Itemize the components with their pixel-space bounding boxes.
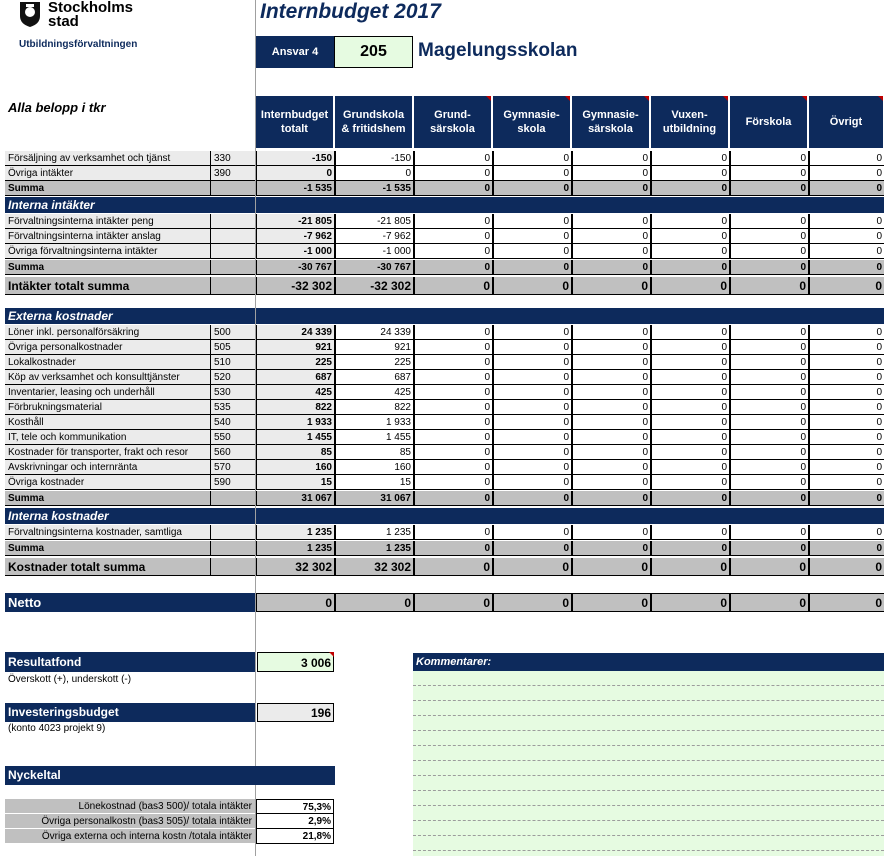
amount-cell[interactable]: 0 — [651, 430, 730, 445]
netto-cell: 0 — [651, 593, 730, 612]
nyckeltal-label: Nyckeltal — [5, 766, 335, 785]
amount-cell[interactable]: 822 — [256, 400, 335, 415]
amount-cell: 0 — [572, 260, 651, 275]
amount-cell: 0 — [414, 558, 493, 576]
amount-cell[interactable]: 0 — [572, 166, 651, 181]
amount-cell[interactable]: 0 — [414, 166, 493, 181]
amount-cell: 0 — [730, 541, 809, 556]
amount-cell[interactable]: 0 — [730, 166, 809, 181]
amount-cell[interactable]: 0 — [809, 415, 884, 430]
amount-cell[interactable]: 0 — [414, 460, 493, 475]
account-code — [210, 491, 255, 506]
amount-cell[interactable]: 0 — [651, 166, 730, 181]
amount-cell[interactable]: 32 302 — [256, 558, 335, 576]
amount-cell[interactable]: 0 — [572, 370, 651, 385]
amount-cell[interactable]: 0 — [730, 340, 809, 355]
amount-cell[interactable]: 0 — [651, 340, 730, 355]
amount-cell[interactable]: 0 — [730, 229, 809, 244]
amount-cell[interactable]: 0 — [809, 460, 884, 475]
row-label: Övriga kostnader — [5, 475, 210, 490]
amount-cell[interactable]: 0 — [572, 430, 651, 445]
row-label: IT, tele och kommunikation — [5, 430, 210, 445]
amount-cell: 0 — [651, 491, 730, 506]
row-label: Övriga förvaltningsinterna intäkter — [5, 244, 210, 259]
amount-cell[interactable]: 0 — [730, 151, 809, 166]
amount-cell[interactable]: 921 — [335, 340, 414, 355]
amount-cell[interactable]: 0 — [493, 400, 572, 415]
amount-cell[interactable]: 1 235 — [335, 525, 414, 540]
row-label: Köp av verksamhet och konsulttjänster — [5, 370, 210, 385]
amount-cell[interactable]: 0 — [493, 340, 572, 355]
amount-cell[interactable]: 225 — [335, 355, 414, 370]
logo-line2: stad — [48, 13, 79, 30]
amount-cell[interactable]: 0 — [572, 400, 651, 415]
amount-cell[interactable]: 85 — [335, 445, 414, 460]
amount-cell[interactable]: 0 — [572, 475, 651, 490]
amount-cell[interactable]: 0 — [414, 151, 493, 166]
section-header: Externa kostnader — [5, 308, 884, 324]
kpi-value: 75,3% — [256, 799, 334, 814]
amount-cell[interactable]: 1 933 — [256, 415, 335, 430]
amount-cell[interactable]: 0 — [414, 244, 493, 259]
amount-cell[interactable]: 0 — [809, 229, 884, 244]
amount-cell[interactable]: 1 455 — [256, 430, 335, 445]
amount-cell: 0 — [572, 541, 651, 556]
investering-note: (konto 4023 projekt 9) — [8, 723, 106, 734]
amount-cell[interactable]: 0 — [572, 355, 651, 370]
account-code — [210, 181, 255, 196]
amount-cell[interactable]: 0 — [414, 475, 493, 490]
amount-cell: 0 — [493, 181, 572, 196]
column-header: Grundskola & fritidshem — [335, 96, 413, 148]
amount-cell[interactable]: -150 — [335, 151, 414, 166]
comment-line[interactable] — [413, 806, 884, 821]
amount-cell: 0 — [572, 181, 651, 196]
amount-cell[interactable]: 160 — [335, 460, 414, 475]
netto-cell: 0 — [730, 593, 809, 612]
amount-cell[interactable]: 0 — [493, 430, 572, 445]
row-label: Inventarier, leasing och underhåll — [5, 385, 210, 400]
amount-cell[interactable]: 425 — [256, 385, 335, 400]
amount-cell: 31 067 — [335, 491, 414, 506]
amount-cell[interactable]: 0 — [414, 385, 493, 400]
amount-cell: -1 535 — [335, 181, 414, 196]
amount-cell[interactable]: 0 — [493, 370, 572, 385]
row-label: Löner inkl. personalförsäkring — [5, 325, 210, 340]
amount-cell: 0 — [809, 491, 884, 506]
account-code: 330 — [210, 151, 255, 166]
amount-cell[interactable]: 24 339 — [335, 325, 414, 340]
amount-cell[interactable]: -32 302 — [256, 277, 335, 295]
amount-cell: 0 — [730, 181, 809, 196]
crown-shield-icon — [17, 0, 43, 28]
amount-cell[interactable]: 0 — [809, 166, 884, 181]
amount-cell[interactable]: -150 — [256, 151, 335, 166]
amount-cell: 0 — [493, 491, 572, 506]
comment-line[interactable] — [413, 776, 884, 791]
amount-cell: 0 — [414, 260, 493, 275]
amount-cell[interactable]: 0 — [572, 151, 651, 166]
ansvar-value[interactable]: 205 — [334, 36, 413, 68]
ansvar-label: Ansvar 4 — [256, 36, 334, 68]
amount-cell[interactable]: -7 962 — [335, 229, 414, 244]
account-code — [210, 558, 255, 576]
amount-cell[interactable]: -1 000 — [256, 244, 335, 259]
amount-cell[interactable]: -21 805 — [335, 214, 414, 229]
amount-cell[interactable]: -7 962 — [256, 229, 335, 244]
row-label: Summa — [5, 541, 210, 556]
amount-cell: 0 — [572, 558, 651, 576]
amount-cell[interactable]: 0 — [493, 166, 572, 181]
account-code: 505 — [210, 340, 255, 355]
amount-cell[interactable]: 160 — [256, 460, 335, 475]
amount-cell[interactable]: 0 — [809, 355, 884, 370]
row-label: Kostnader totalt summa — [5, 558, 210, 576]
amount-cell[interactable]: 0 — [730, 400, 809, 415]
amount-cell[interactable]: 0 — [414, 445, 493, 460]
amount-cell: 0 — [651, 277, 730, 295]
amount-cell: 1 235 — [335, 541, 414, 556]
account-code: 570 — [210, 460, 255, 475]
amount-cell[interactable]: 822 — [335, 400, 414, 415]
account-code — [210, 229, 255, 244]
row-label: Övriga intäkter — [5, 166, 210, 181]
resultatfond-note: Överskott (+), underskott (-) — [8, 674, 132, 685]
amount-cell[interactable]: 0 — [572, 415, 651, 430]
amount-cell[interactable]: 0 — [572, 325, 651, 340]
comment-line[interactable] — [413, 671, 884, 686]
amount-cell[interactable]: 0 — [730, 214, 809, 229]
netto-cell: 0 — [809, 593, 884, 612]
comment-line[interactable] — [413, 791, 884, 806]
logo-subtitle: Utbildningsförvaltningen — [19, 39, 138, 50]
amount-cell[interactable]: 0 — [651, 370, 730, 385]
amount-cell[interactable]: 0 — [572, 244, 651, 259]
amount-cell[interactable]: 0 — [493, 214, 572, 229]
amount-cell: 32 302 — [335, 558, 414, 576]
amount-cell[interactable]: 0 — [493, 244, 572, 259]
section-header: Interna kostnader — [5, 508, 884, 524]
amount-cell: 0 — [493, 260, 572, 275]
amount-cell: 0 — [730, 260, 809, 275]
kpi-value: 21,8% — [256, 829, 334, 844]
amount-cell[interactable]: 0 — [572, 229, 651, 244]
account-code: 500 — [210, 325, 255, 340]
kpi-value: 2,9% — [256, 814, 334, 829]
amount-cell[interactable]: 0 — [809, 340, 884, 355]
amount-cell[interactable]: 0 — [651, 229, 730, 244]
amount-cell[interactable]: 1 235 — [256, 541, 335, 556]
comment-line[interactable] — [413, 836, 884, 851]
amount-cell[interactable]: 0 — [493, 460, 572, 475]
row-label: Avskrivningar och internränta — [5, 460, 210, 475]
amount-cell[interactable]: 0 — [730, 415, 809, 430]
amount-cell[interactable]: 0 — [493, 151, 572, 166]
kpi-label: Övriga personalkostn (bas3 505)/ totala intäkter — [5, 814, 255, 829]
amount-cell[interactable]: 0 — [651, 445, 730, 460]
column-divider — [255, 0, 256, 856]
netto-cell: 0 — [572, 593, 651, 612]
amount-cell: 0 — [651, 181, 730, 196]
column-header: Gymnasie- skola — [493, 96, 571, 148]
row-label: Summa — [5, 181, 210, 196]
amount-cell: 0 — [651, 558, 730, 576]
amount-cell[interactable]: 0 — [730, 430, 809, 445]
netto-cell: 0 — [414, 593, 493, 612]
account-code: 510 — [210, 355, 255, 370]
amount-cell: -30 767 — [335, 260, 414, 275]
account-code — [210, 260, 255, 275]
column-header: Grund- särskola — [414, 96, 492, 148]
amount-cell[interactable]: 0 — [414, 214, 493, 229]
amount-cell[interactable]: 0 — [493, 415, 572, 430]
amount-cell[interactable]: 0 — [809, 525, 884, 540]
amount-cell[interactable]: 0 — [730, 475, 809, 490]
netto-cell: 0 — [256, 593, 335, 612]
row-label: Lokalkostnader — [5, 355, 210, 370]
account-code — [210, 525, 255, 540]
amount-cell[interactable]: 0 — [651, 244, 730, 259]
amount-cell[interactable]: 0 — [730, 460, 809, 475]
amount-cell: 0 — [809, 181, 884, 196]
amount-cell[interactable]: 0 — [414, 415, 493, 430]
amount-cell[interactable]: 225 — [256, 355, 335, 370]
comment-line[interactable] — [413, 821, 884, 836]
amount-cell[interactable]: -21 805 — [256, 214, 335, 229]
amount-cell[interactable]: 24 339 — [256, 325, 335, 340]
amount-cell[interactable]: 0 — [809, 385, 884, 400]
amount-cell[interactable]: 0 — [730, 325, 809, 340]
amount-cell[interactable]: 0 — [809, 151, 884, 166]
resultatfond-value[interactable]: 3 006 — [257, 652, 334, 672]
amount-cell[interactable]: 85 — [256, 445, 335, 460]
column-header: Vuxen- utbildning — [651, 96, 729, 148]
account-code: 390 — [210, 166, 255, 181]
account-code: 540 — [210, 415, 255, 430]
amount-cell[interactable]: 0 — [493, 445, 572, 460]
comment-line[interactable] — [413, 761, 884, 776]
column-header: Övrigt — [809, 96, 884, 148]
city-logo — [17, 0, 43, 28]
comment-line[interactable] — [413, 746, 884, 761]
amount-cell[interactable]: 0 — [651, 525, 730, 540]
account-code: 560 — [210, 445, 255, 460]
amount-cell: 0 — [809, 541, 884, 556]
comment-line[interactable] — [413, 851, 884, 856]
netto-cell: 0 — [493, 593, 572, 612]
amount-cell[interactable]: 0 — [809, 400, 884, 415]
amount-cell: 0 — [414, 277, 493, 295]
row-label: Övriga personalkostnader — [5, 340, 210, 355]
account-code: 530 — [210, 385, 255, 400]
account-code: 590 — [210, 475, 255, 490]
resultatfond-label: Resultatfond — [5, 652, 255, 672]
amount-cell[interactable]: 0 — [730, 525, 809, 540]
amount-cell[interactable]: 0 — [414, 400, 493, 415]
amount-cell[interactable]: -30 767 — [256, 260, 335, 275]
account-code — [210, 277, 255, 295]
amount-cell[interactable]: 0 — [493, 229, 572, 244]
amount-cell[interactable]: 0 — [414, 430, 493, 445]
amount-cell[interactable]: 0 — [493, 525, 572, 540]
amount-cell: 0 — [730, 491, 809, 506]
row-label: Summa — [5, 260, 210, 275]
amount-cell[interactable]: 0 — [256, 166, 335, 181]
column-header: Gymnasie- särskola — [572, 96, 650, 148]
amount-cell[interactable]: 425 — [335, 385, 414, 400]
comment-line[interactable] — [413, 686, 884, 701]
amount-cell[interactable]: 0 — [572, 525, 651, 540]
amount-cell[interactable]: 1 933 — [335, 415, 414, 430]
comment-line[interactable] — [413, 716, 884, 731]
amount-cell[interactable]: 0 — [414, 340, 493, 355]
amount-cell: 0 — [493, 541, 572, 556]
page-title: Internbudget 2017 — [260, 0, 441, 23]
amount-cell[interactable]: 0 — [572, 460, 651, 475]
amount-cell[interactable]: 0 — [651, 460, 730, 475]
amount-cell[interactable]: 0 — [809, 430, 884, 445]
amounts-note: Alla belopp i tkr — [8, 100, 106, 115]
account-code: 550 — [210, 430, 255, 445]
amount-cell[interactable]: 0 — [572, 445, 651, 460]
amount-cell: 0 — [572, 491, 651, 506]
amount-cell[interactable]: 0 — [651, 415, 730, 430]
amount-cell[interactable]: 0 — [730, 445, 809, 460]
amount-cell[interactable]: 0 — [809, 475, 884, 490]
amount-cell[interactable]: 0 — [809, 370, 884, 385]
kpi-label: Övriga externa och interna kostn /totala intäkter — [5, 829, 255, 844]
amount-cell[interactable]: 0 — [414, 325, 493, 340]
amount-cell[interactable]: 0 — [414, 370, 493, 385]
amount-cell[interactable]: 0 — [809, 325, 884, 340]
amount-cell[interactable]: 0 — [730, 355, 809, 370]
row-label: Förvaltningsinterna intäkter peng — [5, 214, 210, 229]
amount-cell: 0 — [730, 277, 809, 295]
comment-line[interactable] — [413, 731, 884, 746]
amount-cell[interactable]: 0 — [651, 400, 730, 415]
amount-cell[interactable]: 31 067 — [256, 491, 335, 506]
account-code: 520 — [210, 370, 255, 385]
account-code — [210, 244, 255, 259]
account-code — [210, 214, 255, 229]
account-code: 535 — [210, 400, 255, 415]
amount-cell[interactable]: 1 235 — [256, 525, 335, 540]
amount-cell: 0 — [414, 491, 493, 506]
amount-cell[interactable]: 0 — [730, 385, 809, 400]
amount-cell: -32 302 — [335, 277, 414, 295]
row-label: Försäljning av verksamhet och tjänst — [5, 151, 210, 166]
amount-cell: 0 — [493, 558, 572, 576]
amount-cell: 0 — [414, 541, 493, 556]
netto-cell: 0 — [335, 593, 414, 612]
column-header: Internbudget totalt — [256, 96, 334, 148]
investering-value[interactable]: 196 — [257, 703, 334, 722]
amount-cell: 0 — [651, 541, 730, 556]
amount-cell[interactable]: 0 — [493, 385, 572, 400]
row-label: Intäkter totalt summa — [5, 277, 210, 295]
amount-cell[interactable]: 687 — [256, 370, 335, 385]
amount-cell[interactable]: 0 — [414, 229, 493, 244]
amount-cell[interactable]: -1 000 — [335, 244, 414, 259]
amount-cell[interactable]: 0 — [414, 525, 493, 540]
investering-label: Investeringsbudget — [5, 703, 255, 722]
amount-cell[interactable]: 0 — [809, 445, 884, 460]
amount-cell: 0 — [651, 260, 730, 275]
amount-cell[interactable]: -1 535 — [256, 181, 335, 196]
amount-cell[interactable]: 0 — [572, 385, 651, 400]
school-name: Magelungsskolan — [418, 40, 578, 61]
amount-cell: 0 — [493, 277, 572, 295]
comment-line[interactable] — [413, 701, 884, 716]
amount-cell[interactable]: 0 — [809, 244, 884, 259]
kpi-label: Lönekostnad (bas3 500)/ totala intäkter — [5, 799, 255, 814]
column-header: Förskola — [730, 96, 808, 148]
amount-cell[interactable]: 0 — [335, 166, 414, 181]
amount-cell[interactable]: 1 455 — [335, 430, 414, 445]
amount-cell[interactable]: 15 — [256, 475, 335, 490]
amount-cell[interactable]: 0 — [730, 244, 809, 259]
amount-cell: 0 — [730, 558, 809, 576]
amount-cell[interactable]: 0 — [651, 214, 730, 229]
amount-cell[interactable]: 0 — [651, 355, 730, 370]
amount-cell[interactable]: 921 — [256, 340, 335, 355]
amount-cell[interactable]: 0 — [651, 151, 730, 166]
row-label: Förbrukningsmaterial — [5, 400, 210, 415]
amount-cell[interactable]: 0 — [572, 214, 651, 229]
amount-cell[interactable]: 0 — [730, 370, 809, 385]
amount-cell: 0 — [414, 181, 493, 196]
amount-cell[interactable]: 0 — [651, 475, 730, 490]
amount-cell: 0 — [572, 277, 651, 295]
amount-cell[interactable]: 0 — [493, 325, 572, 340]
amount-cell[interactable]: 0 — [414, 355, 493, 370]
comments-header: Kommentarer: — [413, 653, 884, 671]
row-label: Kostnader för transporter, frakt och resor — [5, 445, 210, 460]
row-label: Summa — [5, 491, 210, 506]
netto-label: Netto — [5, 593, 255, 612]
row-label: Förvaltningsinterna kostnader, samtliga — [5, 525, 210, 540]
amount-cell[interactable]: 0 — [809, 214, 884, 229]
amount-cell[interactable]: 0 — [572, 340, 651, 355]
amount-cell[interactable]: 15 — [335, 475, 414, 490]
amount-cell[interactable]: 0 — [493, 355, 572, 370]
amount-cell: 0 — [809, 558, 884, 576]
amount-cell: 0 — [809, 277, 884, 295]
account-code — [210, 541, 255, 556]
row-label: Förvaltningsinterna intäkter anslag — [5, 229, 210, 244]
row-label: Kosthåll — [5, 415, 210, 430]
section-header: Interna intäkter — [5, 197, 884, 213]
amount-cell[interactable]: 0 — [651, 325, 730, 340]
amount-cell[interactable]: 687 — [335, 370, 414, 385]
logo-line1: Stockholms — [48, 0, 134, 16]
amount-cell[interactable]: 0 — [651, 385, 730, 400]
amount-cell: 0 — [809, 260, 884, 275]
amount-cell[interactable]: 0 — [493, 475, 572, 490]
